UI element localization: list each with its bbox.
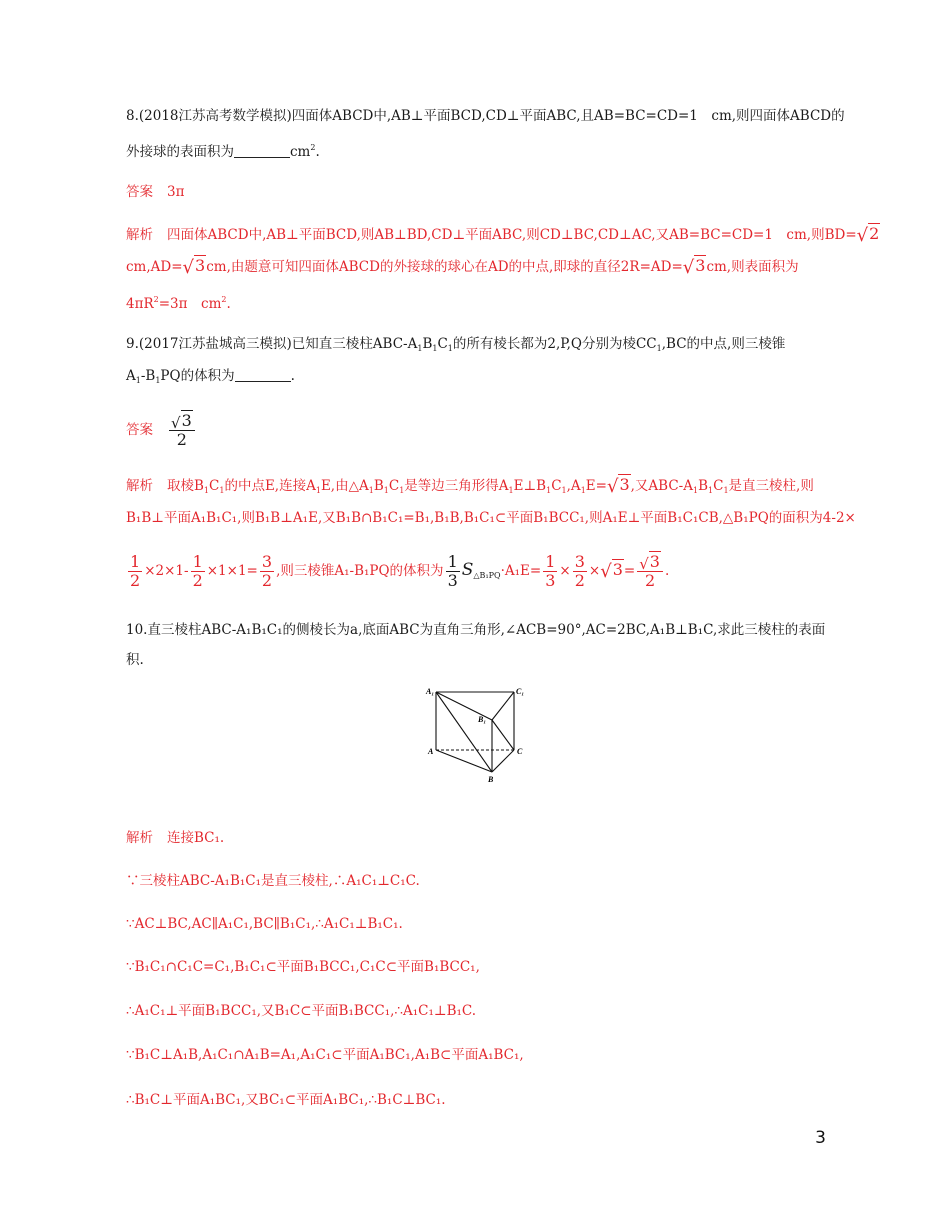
prism-figure bbox=[424, 684, 534, 784]
q8-line2: 外接球的表面积为 $cm^2$. bbox=[126, 143, 320, 160]
q8-analysis-line3: $4\pi R^2=3\pi$ $cm^2$. bbox=[126, 295, 231, 312]
q10-step2: ∵AC⊥BC,AC∥A₁C₁,BC∥B₁C₁,∴A₁C₁⊥B₁C₁. bbox=[126, 916, 403, 932]
q9-analysis-line2: B₁B⊥平面A₁B₁C₁,则B₁B⊥A₁E,又B₁B∩B₁C₁=B₁,B₁B,B₁C₁⊂平面B₁BCC₁,则A₁E⊥平面B₁C₁CB,△B₁PQ的面积为4-2× bbox=[126, 510, 856, 526]
label-c: C bbox=[517, 747, 523, 756]
q10-step5: ∵B₁C⊥A₁B,A₁C₁∩A₁B=A₁,A₁C₁⊂平面A₁BC₁,A₁B⊂平面A₁BC₁, bbox=[126, 1047, 524, 1063]
label-a: A bbox=[428, 747, 434, 756]
q10-step1: ∵三棱柱ABC-A₁B₁C₁是直三棱柱,∴A₁C₁⊥C₁C. bbox=[126, 873, 420, 889]
label-b1: B₁ bbox=[478, 715, 487, 724]
q9-line2: $A_1-B_1PQ$的体积为 . bbox=[126, 368, 295, 385]
segment-b1c bbox=[492, 720, 514, 750]
q9-answer: 答案 $\frac{√3}{2}$ bbox=[126, 410, 840, 450]
q8-answer: 答案 3π bbox=[126, 184, 185, 200]
answer-blank bbox=[234, 143, 290, 158]
analysis-label: 解析 bbox=[126, 830, 153, 846]
analysis-label: 解析 bbox=[126, 227, 153, 243]
label-b: B bbox=[488, 775, 494, 784]
edge-ab bbox=[436, 750, 492, 772]
q10-line1: 10.直三棱柱ABC-A₁B₁C₁的侧棱长为a,底面ABC为直角三角形,∠ACB=90°,AC=2BC,A₁B⊥B₁C,求此三棱柱的表面 bbox=[126, 622, 826, 638]
q10-step6: ∴B₁C⊥平面A₁BC₁,又BC₁⊂平面A₁BC₁,∴B₁C⊥BC₁. bbox=[126, 1092, 446, 1108]
page-number: 3 bbox=[815, 1128, 826, 1148]
answer-label: 答案 bbox=[126, 184, 153, 200]
q9-line1: 9.(2017江苏盐城高三模拟)已知直三棱柱ABC-$A_1B_1C_1$的所有棱长都为2,P,Q分别为棱$CC_1,BC$的中点,则三棱锥 bbox=[126, 336, 786, 353]
label-a1: A₁ bbox=[426, 687, 435, 696]
q10-step3: ∵B₁C₁∩C₁C=C₁,B₁C₁⊂平面B₁BCC₁,C₁C⊂平面B₁BCC₁, bbox=[126, 959, 480, 975]
q10-analysis-line0: 解析 连接BC₁. bbox=[126, 830, 225, 846]
q9-analysis-line3: $\frac{1}{2}$ ×2×1- $\frac{1}{2}$ ×1×1= $\frac{3}{2}$ ,则三棱锥A₁-B₁PQ的体积为 $\frac{1}{3}$ $S_{\triangle B_1PQ}\cdot A_1E=$ $\frac{1}{3}$ × $\frac{3}{2}$ ×√3= $\frac{√3}{2}$ . bbox=[130, 552, 670, 590]
q10-line2: 积. bbox=[126, 652, 144, 668]
edge-b1c1 bbox=[492, 692, 514, 720]
segment-a1b bbox=[436, 692, 492, 772]
edge-bc bbox=[492, 750, 514, 772]
q8-analysis-line1: 解析 四面体ABCD中,AB⊥平面BCD,则AB⊥BD,CD⊥平面ABC,则CD⊥BC,CD⊥AC,又AB=BC=CD=1 cm,则BD=√2 bbox=[126, 224, 880, 246]
q9-analysis-line1: 解析 取棱$B_1C_1$的中点E,连接$A_1E$,由$\triangle A_1B_1C_1$是等边三角形得$A_1E\perp B_1C_1,A_1E=√3$,又ABC-$A_1B_1C_1$是直三棱柱,则 bbox=[126, 475, 814, 497]
q8-line1: 8.(2018江苏高考数学模拟)四面体ABCD中,AB⊥平面BCD,CD⊥平面ABC,且AB=BC=CD=1 cm,则四面体ABCD的 bbox=[126, 108, 845, 124]
label-c1: C₁ bbox=[516, 687, 525, 696]
analysis-label: 解析 bbox=[126, 478, 153, 494]
answer-label: 答案 bbox=[126, 422, 153, 438]
q10-step4: ∴A₁C₁⊥平面B₁BCC₁,又B₁C⊂平面B₁BCC₁,∴A₁C₁⊥B₁C. bbox=[126, 1003, 477, 1019]
q8-analysis-line2: cm,AD=√3cm,由题意可知四面体ABCD的外接球的球心在AD的中点,即球的直径2R=AD=√3cm,则表面积为 bbox=[126, 256, 799, 278]
answer-blank bbox=[235, 367, 291, 382]
